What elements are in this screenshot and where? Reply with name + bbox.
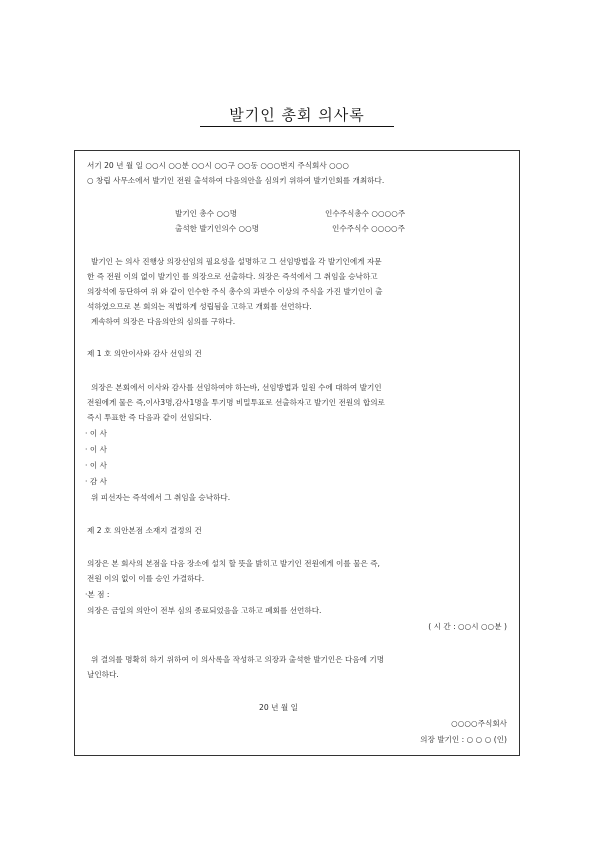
chair-line-3: 의장석에 등단하여 위 와 같이 인수한 주식 총수의 과반수 이상의 주식을 가진 발기인이 출 [87, 287, 383, 296]
present-promoters: 출석한 발기인의수 ○○명 [175, 224, 260, 233]
total-promoters: 발기인 총수 ○○명 [175, 209, 238, 218]
agenda2-line-1: 의장은 본 회사의 본점을 다음 장소에 설치 할 뜻을 밝히고 발기인 전원에게 이를 물은 즉, [87, 559, 380, 568]
agenda2-heading: 제 2 호 의안본점 소재지 결정의 건 [87, 526, 202, 535]
title-underline [200, 126, 394, 127]
document-date: 20 년 월 일 [259, 703, 298, 712]
agenda1-closing: 위 피선자는 즉석에서 그 취임을 승낙하다. [91, 493, 231, 502]
list-item-director-2: · 이 사 [85, 445, 107, 454]
agenda1-heading: 제 1 호 의안이사와 감사 선임의 건 [87, 349, 202, 358]
list-item-director-1: · 이 사 [85, 429, 107, 438]
chair-signature: 의장 발기인 : ○ ○ ○ (인) [420, 735, 507, 744]
list-item-director-3: · 이 사 [85, 461, 107, 470]
minutes-frame [74, 150, 520, 756]
present-shares: 인수주식수 ○○○○주 [332, 224, 405, 233]
agenda1-line-1: 의장은 본회에서 이사와 감사를 선임하여야 하는바, 선임방법과 일원 수에 대하여 발기인 [91, 383, 382, 392]
chair-line-5: 계속하여 의장은 다음의안의 심의를 구하다. [91, 317, 236, 326]
closing-line-2: 날인하다. [87, 670, 119, 679]
closing-line-1: 위 결의를 명확히 하기 위하여 이 의사록을 작성하고 의장과 출석한 발기인은 다음에 기명 [91, 655, 385, 664]
head-office-line: ·본 점 : [85, 590, 110, 599]
company-name: ○○○○주식회사 [451, 719, 507, 728]
document-title: 발기인 총회 의사록 [229, 106, 365, 124]
chair-line-1: 발기인 는 의사 진행상 의장선임의 필요성을 설명하고 그 선임방법을 각 발기인에게 자문 [91, 257, 382, 266]
list-item-auditor: · 감 사 [85, 477, 107, 486]
opening-line-2: ○ 창립 사무소에서 발기인 전원 출석하여 다음의안을 심의키 위하여 발기인회를 개최하다. [87, 176, 385, 185]
adjourn-line: 의장은 금일의 의안이 전부 심의 종료되었음을 고하고 폐회를 선언하다. [87, 606, 322, 615]
agenda1-line-3: 즉시 투표한 즉 다음과 같이 선임되다. [87, 413, 212, 422]
agenda2-line-2: 전원 이의 없이 이를 승인 가결하다. [87, 574, 205, 583]
total-shares: 인수주식총수 ○○○○주 [325, 209, 406, 218]
chair-line-4: 석하였으므로 본 회의는 적법하게 성립됨을 고하고 개회를 선언하다. [87, 302, 312, 311]
opening-line-1: 서기 20 년 월 일 ○○시 ○○분 ○○시 ○○구 ○○동 ○○○번지 주식회사 ○○○ [87, 161, 350, 170]
agenda1-line-2: 전원에게 물은 즉,이사3명,감사1명을 투기명 비밀투표로 선출하자고 발기인 전원의 합의로 [87, 398, 385, 407]
adjourn-time: ( 시 간 : ○○시 ○○분 ) [428, 622, 507, 631]
chair-line-2: 한 즉 전원 이의 없이 발기인 를 의장으로 선출하다. 의장은 즉석에서 그 취임을 승낙하고 [87, 272, 378, 281]
